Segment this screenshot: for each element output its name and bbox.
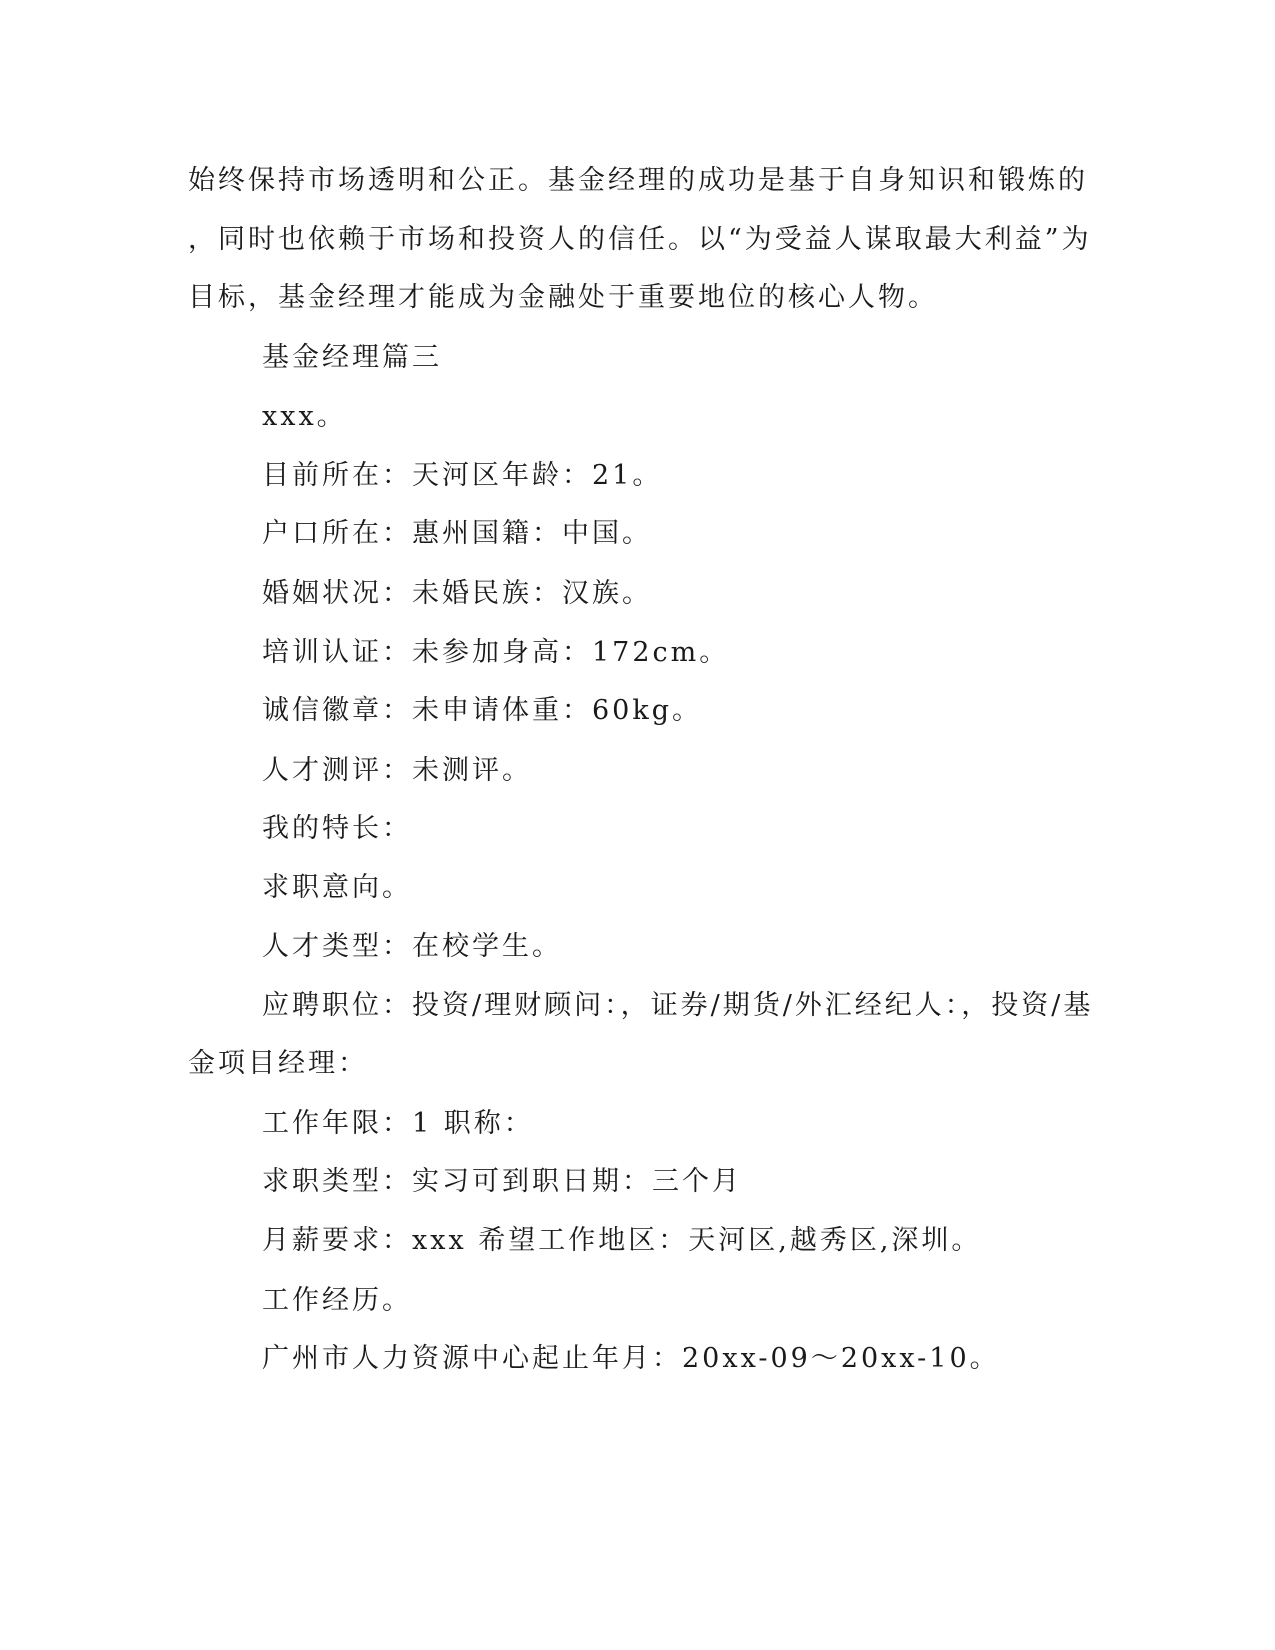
section-title: 基金经理篇三 bbox=[262, 342, 442, 373]
marital-line: 婚姻状况：未婚民族：汉族。 bbox=[262, 578, 652, 609]
training-line: 培训认证：未参加身高：172cm。 bbox=[262, 637, 730, 668]
job-type-line: 求职类型：实习可到职日期：三个月 bbox=[262, 1166, 742, 1197]
employer-line: 广州市人力资源中心起止年月：20xx-09～20xx-10。 bbox=[262, 1343, 1000, 1374]
current-location-line: 目前所在：天河区年龄：21。 bbox=[262, 460, 663, 491]
name-line: xxx。 bbox=[262, 401, 347, 432]
work-history-line: 工作经历。 bbox=[262, 1285, 412, 1316]
position-line-1: 应聘职位：投资/理财顾问：，证券/期货/外汇经纪人：，投资/基 bbox=[262, 990, 1094, 1021]
intro-line-3: 目标，基金经理才能成为金融处于重要地位的核心人物。 bbox=[188, 282, 938, 313]
hukou-line: 户口所在：惠州国籍：中国。 bbox=[262, 518, 652, 549]
talent-type-line: 人才类型：在校学生。 bbox=[262, 931, 562, 962]
intent-line: 求职意向。 bbox=[262, 872, 412, 903]
specialty-line: 我的特长： bbox=[262, 813, 412, 844]
intro-line-1: 始终保持市场透明和公正。基金经理的成功是基于自身知识和锻炼的 bbox=[188, 165, 1088, 196]
years-line: 工作年限：1 职称： bbox=[262, 1108, 534, 1139]
position-line-2: 金项目经理： bbox=[188, 1048, 368, 1079]
assessment-line: 人才测评：未测评。 bbox=[262, 755, 532, 786]
salary-line: 月薪要求：xxx 希望工作地区：天河区,越秀区,深圳。 bbox=[262, 1225, 982, 1256]
intro-line-2: ，同时也依赖于市场和投资人的信任。以“为受益人谋取最大利益”为 bbox=[188, 224, 1092, 255]
credit-line: 诚信徽章：未申请体重：60kg。 bbox=[262, 695, 703, 726]
